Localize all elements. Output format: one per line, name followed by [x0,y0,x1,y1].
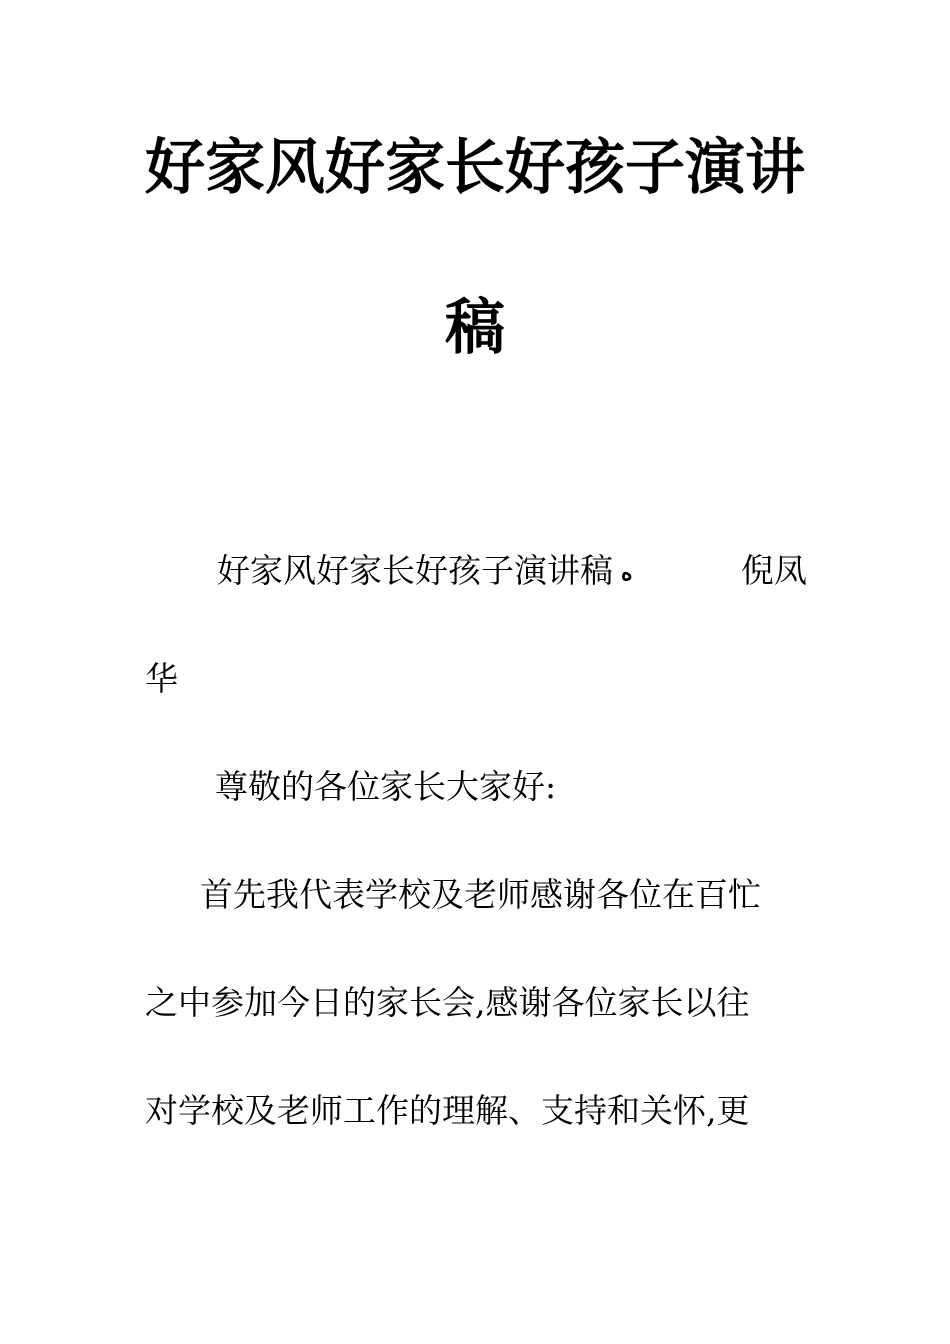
byline-author: 倪凤 [741,551,807,590]
document-title-line-1: 好家风好家长好孩子演讲 [145,133,805,203]
body-line: 之中参加今日的家长会,感谢各位家长以往 [145,983,750,1022]
byline-mark: ه [621,560,633,586]
byline-author-continued: 华 [145,659,178,698]
byline-text: 好家风好家长好孩子演讲稿 [217,551,613,590]
byline [217,549,807,595]
document-title-line-2: 稿 [445,293,505,363]
body-line: 首先我代表学校及老师感谢各位在百忙 [200,875,761,914]
greeting: 尊敬的各位家长大家好: [215,767,557,806]
body-line: 对学校及老师工作的理解、支持和关怀,更 [145,1091,750,1130]
